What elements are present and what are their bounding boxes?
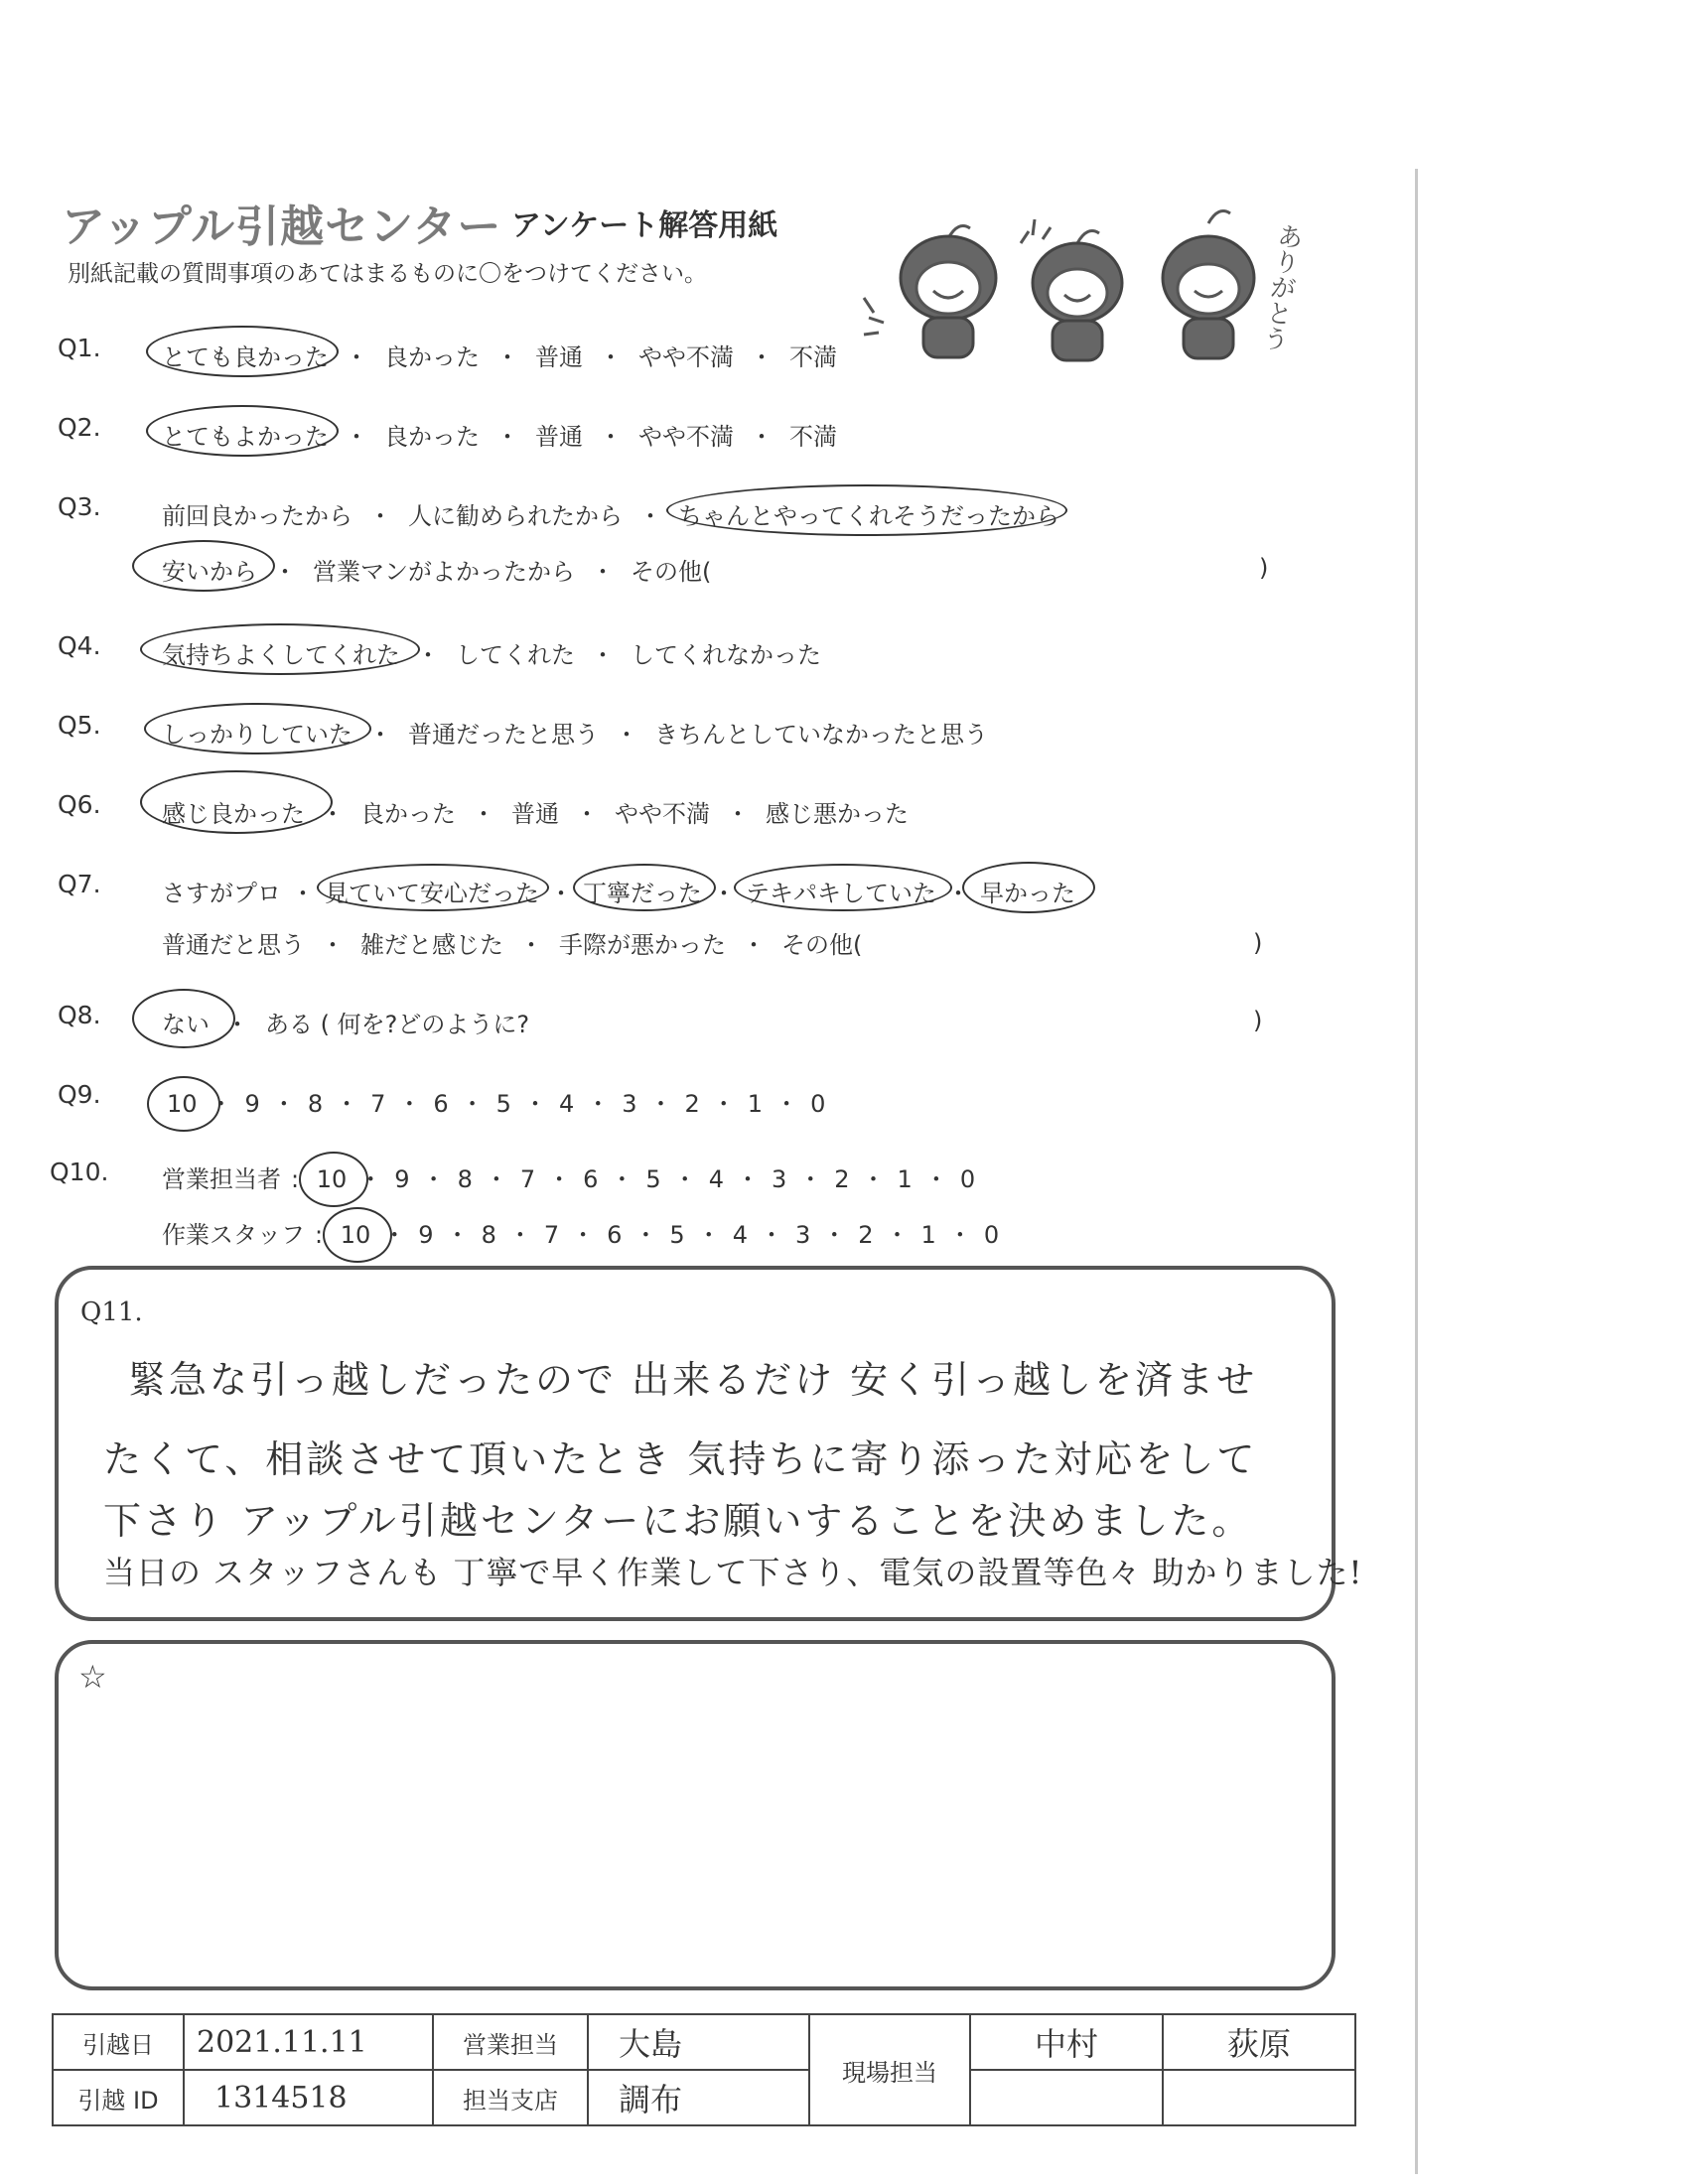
q3-option-5[interactable]: 営業マンがよかったから: [313, 558, 575, 586]
selection-circle: [146, 405, 339, 457]
selection-circle: [962, 862, 1095, 913]
q4-options: 気持ちよくしてくれた ・ してくれた ・ してくれなかった: [162, 635, 821, 670]
mascot-monkeys-illustration: [854, 204, 1321, 382]
q4-option-1[interactable]: 気持ちよくしてくれた: [162, 635, 400, 670]
q6-options: 感じ良かった ・ 良かった ・ 普通 ・ やや不満 ・ 感じ悪かった: [162, 794, 909, 829]
company-title: アップル引越センター: [62, 202, 502, 252]
q2-option-2[interactable]: 良かった: [384, 423, 480, 451]
q9-label: Q9.: [58, 1080, 101, 1109]
q11-handwritten-line-3: 下さり アップル引越センターにお願いすることを決めました。: [103, 1499, 1253, 1543]
q8-paren-close: ): [1253, 1007, 1263, 1034]
q3-option-1[interactable]: 前回良かったから: [162, 502, 352, 530]
selection-circle: [132, 989, 235, 1048]
q9-option-10[interactable]: 10: [167, 1090, 198, 1118]
q7-option-9[interactable]: その他(: [781, 931, 863, 959]
branch-value: 調布: [588, 2070, 809, 2125]
q10-staff-option-1[interactable]: 1: [920, 1221, 936, 1249]
q11-label: Q11.: [80, 1297, 143, 1327]
q7-option-6[interactable]: 普通だと思う: [162, 931, 305, 959]
q10-staff-option-4[interactable]: 4: [732, 1221, 748, 1249]
site-staff-1: 中村: [970, 2014, 1163, 2070]
q10-sales-option-4[interactable]: 4: [708, 1165, 724, 1193]
move-id-label: 引越 ID: [53, 2070, 184, 2125]
q4-label: Q4.: [58, 631, 101, 660]
selection-circle: [144, 703, 371, 754]
q10-row-staff: 作業スタッフ : 10 ・ 9 ・ 8 ・ 7 ・ 6 ・ 5 ・ 4 ・ 3 ・ 2 ・ 1 ・ 0: [162, 1215, 999, 1250]
q10-sales-option-1[interactable]: 1: [897, 1165, 913, 1193]
q2-option-4[interactable]: やや不満: [638, 423, 734, 451]
q4-option-3[interactable]: してくれなかった: [631, 641, 821, 669]
q11-handwritten-line-2: たくて、相談させて頂いたとき 気持ちに寄り添った対応をして: [103, 1437, 1258, 1481]
q1-option-2[interactable]: 良かった: [384, 343, 480, 371]
q7-option-1[interactable]: さすがプロ: [162, 880, 281, 907]
q10-staff-option-10[interactable]: 10: [341, 1221, 371, 1249]
q6-option-5[interactable]: 感じ悪かった: [766, 800, 909, 828]
q9-options: 10 ・ 9 ・ 8 ・ 7 ・ 6 ・ 5 ・ 4 ・ 3 ・ 2 ・ 1 ・ 0: [167, 1084, 825, 1119]
selection-circle: [140, 623, 420, 675]
q1-options: とても良かった ・ 良かった ・ 普通 ・ やや不満 ・ 不満: [162, 338, 837, 372]
q3-paren-close: ): [1259, 554, 1269, 582]
q10-row-sales: 営業担当者 : 10 ・ 9 ・ 8 ・ 7 ・ 6 ・ 5 ・ 4 ・ 3 ・ 2 ・ 1 ・ 0: [162, 1160, 975, 1194]
q6-option-4[interactable]: やや不満: [615, 800, 710, 828]
q7-label: Q7.: [58, 870, 101, 898]
q9-option-1[interactable]: 1: [747, 1090, 764, 1118]
star-comment-box[interactable]: [55, 1640, 1336, 1990]
selection-circle: [317, 864, 549, 911]
q11-handwritten-line-4: 当日の スタッフさんも 丁寧で早く作業して下さり、電気の設置等色々 助かりました!: [103, 1554, 1363, 1591]
q10-staff-label: 作業スタッフ: [162, 1221, 305, 1249]
q10-sales-option-7[interactable]: 7: [519, 1165, 536, 1193]
q3-option-6[interactable]: その他(: [631, 558, 712, 586]
selection-circle: [299, 1152, 368, 1207]
site-staff-2: 荻原: [1163, 2014, 1355, 2070]
q7-options-line2: 普通だと思う ・ 雑だと感じた ・ 手際が悪かった ・ その他(: [162, 925, 862, 960]
selection-circle: [666, 484, 1067, 536]
site-staff-label: 現場担当: [809, 2014, 970, 2125]
q10-staff-option-7[interactable]: 7: [543, 1221, 560, 1249]
q7-option-2[interactable]: 見ていて安心だった: [325, 874, 539, 908]
q9-option-0[interactable]: 0: [810, 1090, 826, 1118]
q3-label: Q3.: [58, 492, 101, 521]
q10-sales-option-9[interactable]: 9: [394, 1165, 410, 1193]
q1-label: Q1.: [58, 334, 101, 362]
site-staff-4: [1163, 2070, 1355, 2125]
site-staff-3: [970, 2070, 1163, 2125]
q10-sales-option-6[interactable]: 6: [583, 1165, 599, 1193]
form-subtitle: アンケート解答用紙: [511, 208, 778, 243]
q8-options: ない ・ ある ( 何を?どのように?: [162, 1005, 529, 1039]
q9-option-3[interactable]: 3: [622, 1090, 637, 1118]
move-date-value: 2021.11.11: [184, 2014, 433, 2070]
q10-staff-option-9[interactable]: 9: [418, 1221, 434, 1249]
selection-circle: [147, 1076, 220, 1132]
q7-option-8[interactable]: 手際が悪かった: [559, 931, 726, 959]
q3-options-line1: 前回良かったから ・ 人に勧められたから ・ ちゃんとやってくれそうだったから: [162, 496, 1059, 531]
q7-option-4[interactable]: テキパキしていた: [746, 874, 936, 908]
info-table: [52, 2013, 1356, 2126]
selection-circle: [132, 540, 275, 592]
thanks-text: ありがとう: [1258, 220, 1306, 353]
q1-option-1[interactable]: とても良かった: [162, 338, 329, 372]
q1-option-4[interactable]: やや不満: [638, 343, 734, 371]
q5-options: しっかりしていた ・ 普通だったと思う ・ きちんとしていなかったと思う: [162, 715, 988, 750]
q9-option-5[interactable]: 5: [495, 1090, 511, 1118]
q10-staff-option-2[interactable]: 2: [858, 1221, 874, 1249]
q5-option-1[interactable]: しっかりしていた: [162, 715, 352, 750]
q2-option-3[interactable]: 普通: [535, 423, 583, 451]
q9-option-2[interactable]: 2: [684, 1090, 700, 1118]
q9-option-9[interactable]: 9: [244, 1090, 260, 1118]
q10-sales-option-2[interactable]: 2: [834, 1165, 850, 1193]
q10-staff-option-0[interactable]: 0: [983, 1221, 1000, 1249]
q5-option-3[interactable]: きちんとしていなかったと思う: [654, 721, 988, 749]
q7-option-5[interactable]: 早かった: [980, 874, 1075, 908]
q2-label: Q2.: [58, 413, 101, 442]
q7-option-7[interactable]: 雑だと感じた: [360, 931, 503, 959]
q2-option-1[interactable]: とてもよかった: [162, 417, 329, 452]
q2-option-5[interactable]: 不満: [789, 423, 837, 451]
move-id-value: 1314518: [184, 2070, 433, 2125]
q6-option-1[interactable]: 感じ良かった: [162, 794, 305, 829]
q7-option-3[interactable]: 丁寧だった: [583, 874, 702, 908]
q10-staff-option-8[interactable]: 8: [481, 1221, 496, 1249]
selection-circle: [323, 1207, 392, 1263]
q2-options: とてもよかった ・ 良かった ・ 普通 ・ やや不満 ・ 不満: [162, 417, 837, 452]
q10-staff-option-5[interactable]: 5: [669, 1221, 685, 1249]
q8-option-2[interactable]: ある ( 何を?どのように?: [265, 1011, 530, 1038]
page-edge-shadow: [1415, 169, 1418, 2174]
q11-handwritten-line-1: 緊急な引っ越しだったので 出来るだけ 安く引っ越しを済ませ: [128, 1358, 1258, 1402]
q8-option-1[interactable]: ない: [162, 1005, 210, 1039]
q10-sales-option-0[interactable]: 0: [959, 1165, 976, 1193]
q10-staff-option-3[interactable]: 3: [794, 1221, 811, 1249]
q10-sales-option-3[interactable]: 3: [771, 1165, 787, 1193]
q10-staff-option-6[interactable]: 6: [607, 1221, 623, 1249]
q9-option-7[interactable]: 7: [370, 1090, 386, 1118]
q10-label: Q10.: [50, 1158, 109, 1186]
q1-option-5[interactable]: 不満: [789, 343, 837, 371]
selection-circle: [140, 770, 333, 834]
star-label: ☆: [78, 1658, 107, 1696]
selection-circle: [146, 326, 339, 377]
q5-label: Q5.: [58, 711, 101, 740]
q3-option-3[interactable]: ちゃんとやってくれそうだったから: [678, 496, 1059, 531]
instruction-text: 別紙記載の質問事項のあてはまるものに〇をつけてください。: [68, 261, 707, 287]
selection-circle: [734, 864, 952, 911]
q6-option-2[interactable]: 良かった: [360, 800, 456, 828]
q5-option-2[interactable]: 普通だったと思う: [408, 721, 599, 749]
sales-value: 大島: [588, 2014, 809, 2070]
q11-comment-box[interactable]: [55, 1266, 1363, 1621]
q3-options-line2: 安いから ・ 営業マンがよかったから ・ その他(: [162, 552, 711, 587]
move-date-label: 引越日: [53, 2014, 184, 2070]
q9-option-8[interactable]: 8: [307, 1090, 324, 1118]
q1-option-3[interactable]: 普通: [535, 343, 583, 371]
q6-label: Q6.: [58, 790, 101, 819]
q7-options-line1: さすがプロ ・ 見ていて安心だった ・ 丁寧だった ・ テキパキしていた ・ 早かった: [162, 874, 1075, 908]
q8-label: Q8.: [58, 1001, 101, 1029]
q6-option-3[interactable]: 普通: [511, 800, 559, 828]
q10-sales-label: 営業担当者: [162, 1165, 281, 1193]
q7-paren-close: ): [1253, 929, 1263, 957]
q4-option-2[interactable]: してくれた: [456, 641, 575, 669]
selection-circle: [573, 864, 716, 911]
q3-option-4[interactable]: 安いから: [162, 552, 257, 587]
q10-sales-option-8[interactable]: 8: [457, 1165, 473, 1193]
q3-option-2[interactable]: 人に勧められたから: [408, 502, 623, 530]
q9-option-4[interactable]: 4: [558, 1090, 575, 1118]
q10-sales-option-10[interactable]: 10: [317, 1165, 348, 1193]
sales-label: 営業担当: [433, 2014, 588, 2070]
q10-sales-option-5[interactable]: 5: [645, 1165, 661, 1193]
branch-label: 担当支店: [433, 2070, 588, 2125]
q9-option-6[interactable]: 6: [433, 1090, 449, 1118]
